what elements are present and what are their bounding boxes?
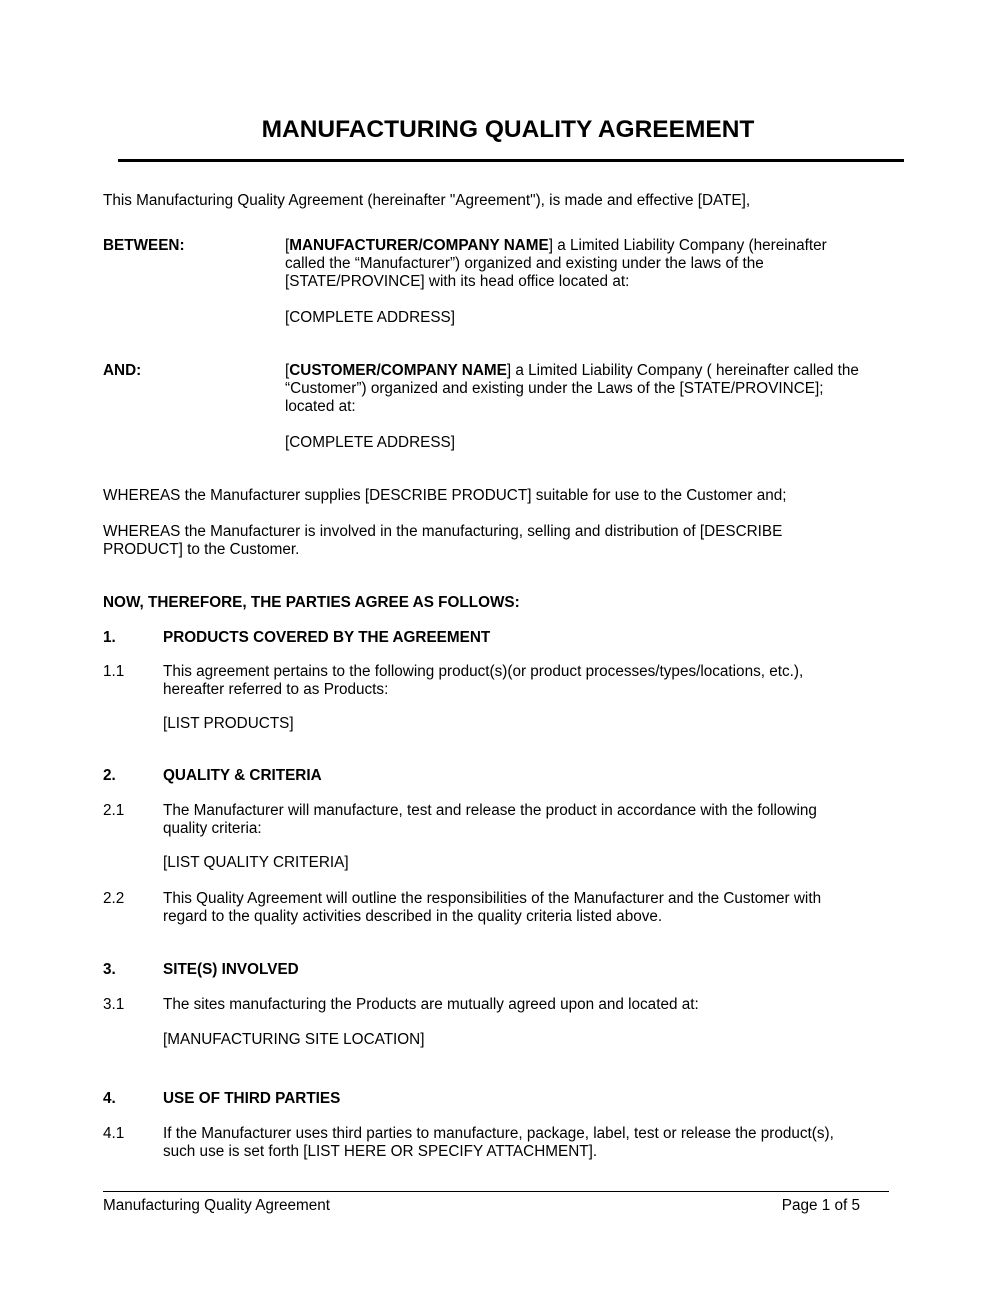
clause-1-1-number: 1.1 (103, 663, 125, 680)
whereas-1: WHEREAS the Manufacturer supplies [DESCRIBE PRODUCT] suitable for use to the Customer and; (103, 487, 787, 504)
document-title: MANUFACTURING QUALITY AGREEMENT (261, 116, 755, 143)
clause-3-1-line1: The sites manufacturing the Products are mutually agreed upon and located at: (163, 996, 699, 1013)
clause-1-1-placeholder: [LIST PRODUCTS] (163, 715, 294, 732)
between-label: BETWEEN: (103, 237, 185, 254)
clause-1-1-line1: This agreement pertains to the following product(s)(or product processes/types/locations, etc.), (163, 663, 804, 680)
and-label: AND: (103, 362, 142, 379)
section-2-heading: QUALITY & CRITERIA (163, 767, 322, 784)
manufacturer-name: MANUFACTURER/COMPANY NAME (289, 237, 549, 254)
and-line3: located at: (285, 398, 356, 415)
section-4-number: 4. (103, 1090, 116, 1107)
footer-divider (103, 1191, 889, 1192)
agree-heading: NOW, THEREFORE, THE PARTIES AGREE AS FOLLOWS: (103, 594, 520, 611)
customer-name: CUSTOMER/COMPANY NAME (289, 362, 507, 379)
whereas-2-line1: WHEREAS the Manufacturer is involved in the manufacturing, selling and distribution of [DESCRIBE (103, 523, 783, 540)
section-3-heading: SITE(S) INVOLVED (163, 961, 299, 978)
and-line2: “Customer”) organized and existing under the Laws of the [STATE/PROVINCE]; (285, 380, 824, 397)
clause-3-1-number: 3.1 (103, 996, 125, 1013)
whereas-2-line2: PRODUCT] to the Customer. (103, 541, 300, 558)
clause-2-2-number: 2.2 (103, 890, 125, 907)
section-1-number: 1. (103, 629, 116, 646)
and-line1: [CUSTOMER/COMPANY NAME] a Limited Liability Company ( hereinafter called the (285, 362, 859, 379)
clause-1-1-line2: hereafter referred to as Products: (163, 681, 389, 698)
section-3-number: 3. (103, 961, 116, 978)
clause-2-1-number: 2.1 (103, 802, 125, 819)
clause-2-2-line2: regard to the quality activities described in the quality criteria listed above. (163, 908, 663, 925)
footer-page-number: Page 1 of 5 (781, 1197, 860, 1214)
between-line1: [MANUFACTURER/COMPANY NAME] a Limited Liability Company (hereinafter (285, 237, 827, 254)
section-4-heading: USE OF THIRD PARTIES (163, 1090, 341, 1107)
clause-2-2-line1: This Quality Agreement will outline the responsibilities of the Manufacturer and the Customer with (163, 890, 822, 907)
clause-3-1-placeholder: [MANUFACTURING SITE LOCATION] (163, 1031, 425, 1048)
clause-2-1-placeholder: [LIST QUALITY CRITERIA] (163, 854, 349, 871)
and-address: [COMPLETE ADDRESS] (285, 434, 456, 451)
intro-paragraph: This Manufacturing Quality Agreement (hereinafter "Agreement"), is made and effective [DATE], (103, 192, 751, 209)
clause-4-1-number: 4.1 (103, 1125, 125, 1142)
between-line2: called the “Manufacturer”) organized and existing under the laws of the (285, 255, 764, 272)
between-line3: [STATE/PROVINCE] with its head office located at: (285, 273, 630, 290)
between-address: [COMPLETE ADDRESS] (285, 309, 456, 326)
section-2-number: 2. (103, 767, 116, 784)
clause-4-1-line1: If the Manufacturer uses third parties to manufacture, package, label, test or release the product(s), (163, 1125, 834, 1142)
clause-4-1-line2: such use is set forth [LIST HERE OR SPECIFY ATTACHMENT]. (163, 1143, 598, 1160)
clause-2-1-line1: The Manufacturer will manufacture, test and release the product in accordance with the following (163, 802, 817, 819)
footer-document-name: Manufacturing Quality Agreement (103, 1197, 331, 1214)
section-1-heading: PRODUCTS COVERED BY THE AGREEMENT (163, 629, 491, 646)
clause-2-1-line2: quality criteria: (163, 820, 262, 837)
title-divider (118, 159, 904, 162)
